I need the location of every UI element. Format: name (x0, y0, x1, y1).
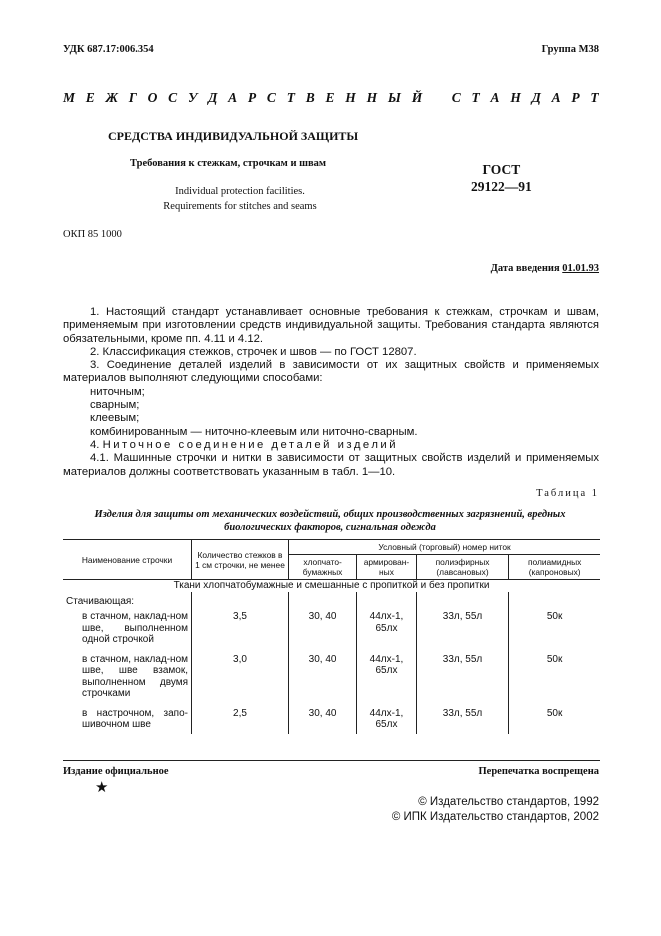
okp-code: ОКП 85 1000 (63, 229, 122, 240)
table-title: Изделия для защиты от механических воздействий, общих производственных загрязнений, вредных биологических факторов, сигнальная одежда (94, 509, 566, 533)
body-text (63, 306, 599, 479)
column-header: армирован-ных (357, 555, 417, 580)
list-item: сварным; (90, 399, 140, 412)
copyright-line: © Издательство стандартов, 1992 (418, 796, 599, 808)
table-label: Таблица 1 (536, 488, 599, 499)
table-cell: 3,0 (192, 654, 289, 708)
stitch-requirements-table (63, 539, 600, 734)
footer-divider (63, 760, 600, 761)
table-row (63, 708, 600, 734)
effective-date-value: 01.01.93 (562, 263, 599, 274)
list-item: клеевым; (90, 412, 140, 425)
table-row (63, 654, 600, 708)
table-group-row: Ткани хлопчатобумажные и смешанные с пропиткой и без пропитки (173, 580, 490, 591)
copyright-line: © ИПК Издательство стандартов, 2002 (391, 811, 599, 823)
table-row (63, 611, 600, 654)
reprint-prohibited: Перепечатка воспрещена (478, 766, 599, 777)
english-title-line: Individual protection facilities. (175, 186, 305, 197)
paragraph: 3. Соединение деталей изделий в зависимости от их защитных свойств и применяемых материалов выполняют следующими способами: (63, 359, 599, 385)
table-cell: 50к (509, 654, 600, 708)
table-cell: 2,5 (192, 708, 289, 734)
column-header: хлопчато-бумажных (289, 555, 357, 580)
table-cell: 44лх-1, 65лх (357, 708, 417, 734)
section-heading: 4. Ниточное соединение деталей изделий (90, 438, 399, 451)
table-cell: 44лх-1, 65лх (357, 654, 417, 708)
table-cell: 3,5 (192, 611, 289, 654)
table-cell: 33л, 55л (416, 654, 508, 708)
table-cell: 50к (509, 708, 600, 734)
table-cell: в стачном, наклад-ном шве, шве взамок, выполненном двумя строчками (82, 653, 188, 699)
effective-date (491, 263, 599, 274)
table-cell: 30, 40 (289, 654, 357, 708)
paragraph: 1. Настоящий стандарт устанавливает основные требования к стежкам, строчкам и швам, применяемым при изготовлении средств индивидуальной защиты. Требования стандарта являются обязательными, кроме пп. 4.11 и 4.12. (63, 306, 599, 345)
column-header: полиамидных (капроновых) (509, 555, 600, 580)
column-header: полиэфирных (лавсановых) (416, 555, 508, 580)
table-cell: в стачном, наклад-ном шве, выполненном одной строчкой (82, 611, 188, 645)
column-group-header: Условный (торговый) номер ниток (289, 540, 601, 555)
document-subtitle: Требования к стежкам, строчкам и швам (130, 158, 327, 169)
paragraph: 2. Классификация стежков, строчек и швов — по ГОСТ 12807. (90, 345, 417, 358)
udk-code: УДК 687.17:006.354 (63, 44, 154, 55)
column-header: Количество стежков в 1 см строчки, не менее (192, 540, 289, 580)
copyright (392, 795, 599, 825)
star-icon: ★ (95, 780, 109, 796)
table-cell: 50к (509, 611, 600, 654)
list-item: комбинированным — ниточно-клеевым или ниточно-сварным. (90, 425, 418, 438)
table-cell: 30, 40 (289, 611, 357, 654)
english-title (110, 184, 370, 214)
list-item: ниточным; (90, 385, 145, 398)
table-cell: 33л, 55л (416, 611, 508, 654)
paragraph: 4.1. Машинные строчки и нитки в зависимости от защитных свойств изделий и применяемых материалов должны соответствовать указанным в табл. 1—10. (63, 452, 599, 478)
table-section-label: Стачивающая: (66, 595, 135, 607)
effective-date-label: Дата введения (490, 263, 560, 274)
table-cell: 30, 40 (289, 708, 357, 734)
document-title: СРЕДСТВА ИНДИВИДУАЛЬНОЙ ЗАЩИТЫ (108, 129, 359, 143)
table-cell: 44лх-1, 65лх (357, 611, 417, 654)
column-header: Наименование строчки (63, 540, 192, 580)
official-edition: Издание официальное (63, 766, 169, 777)
group-code: Группа М38 (541, 44, 599, 55)
english-title-line: Requirements for stitches and seams (163, 201, 317, 212)
gost-number: ГОСТ 29122—91 (471, 162, 532, 194)
table-cell: в настрочном, запо-шивочном шве (82, 707, 188, 730)
interstate-standard-banner: М Е Ж Г О С У Д А Р С Т В Е Н Н Ы Й С Т А Н Д А Р Т (63, 90, 599, 105)
table-cell: 33л, 55л (416, 708, 508, 734)
